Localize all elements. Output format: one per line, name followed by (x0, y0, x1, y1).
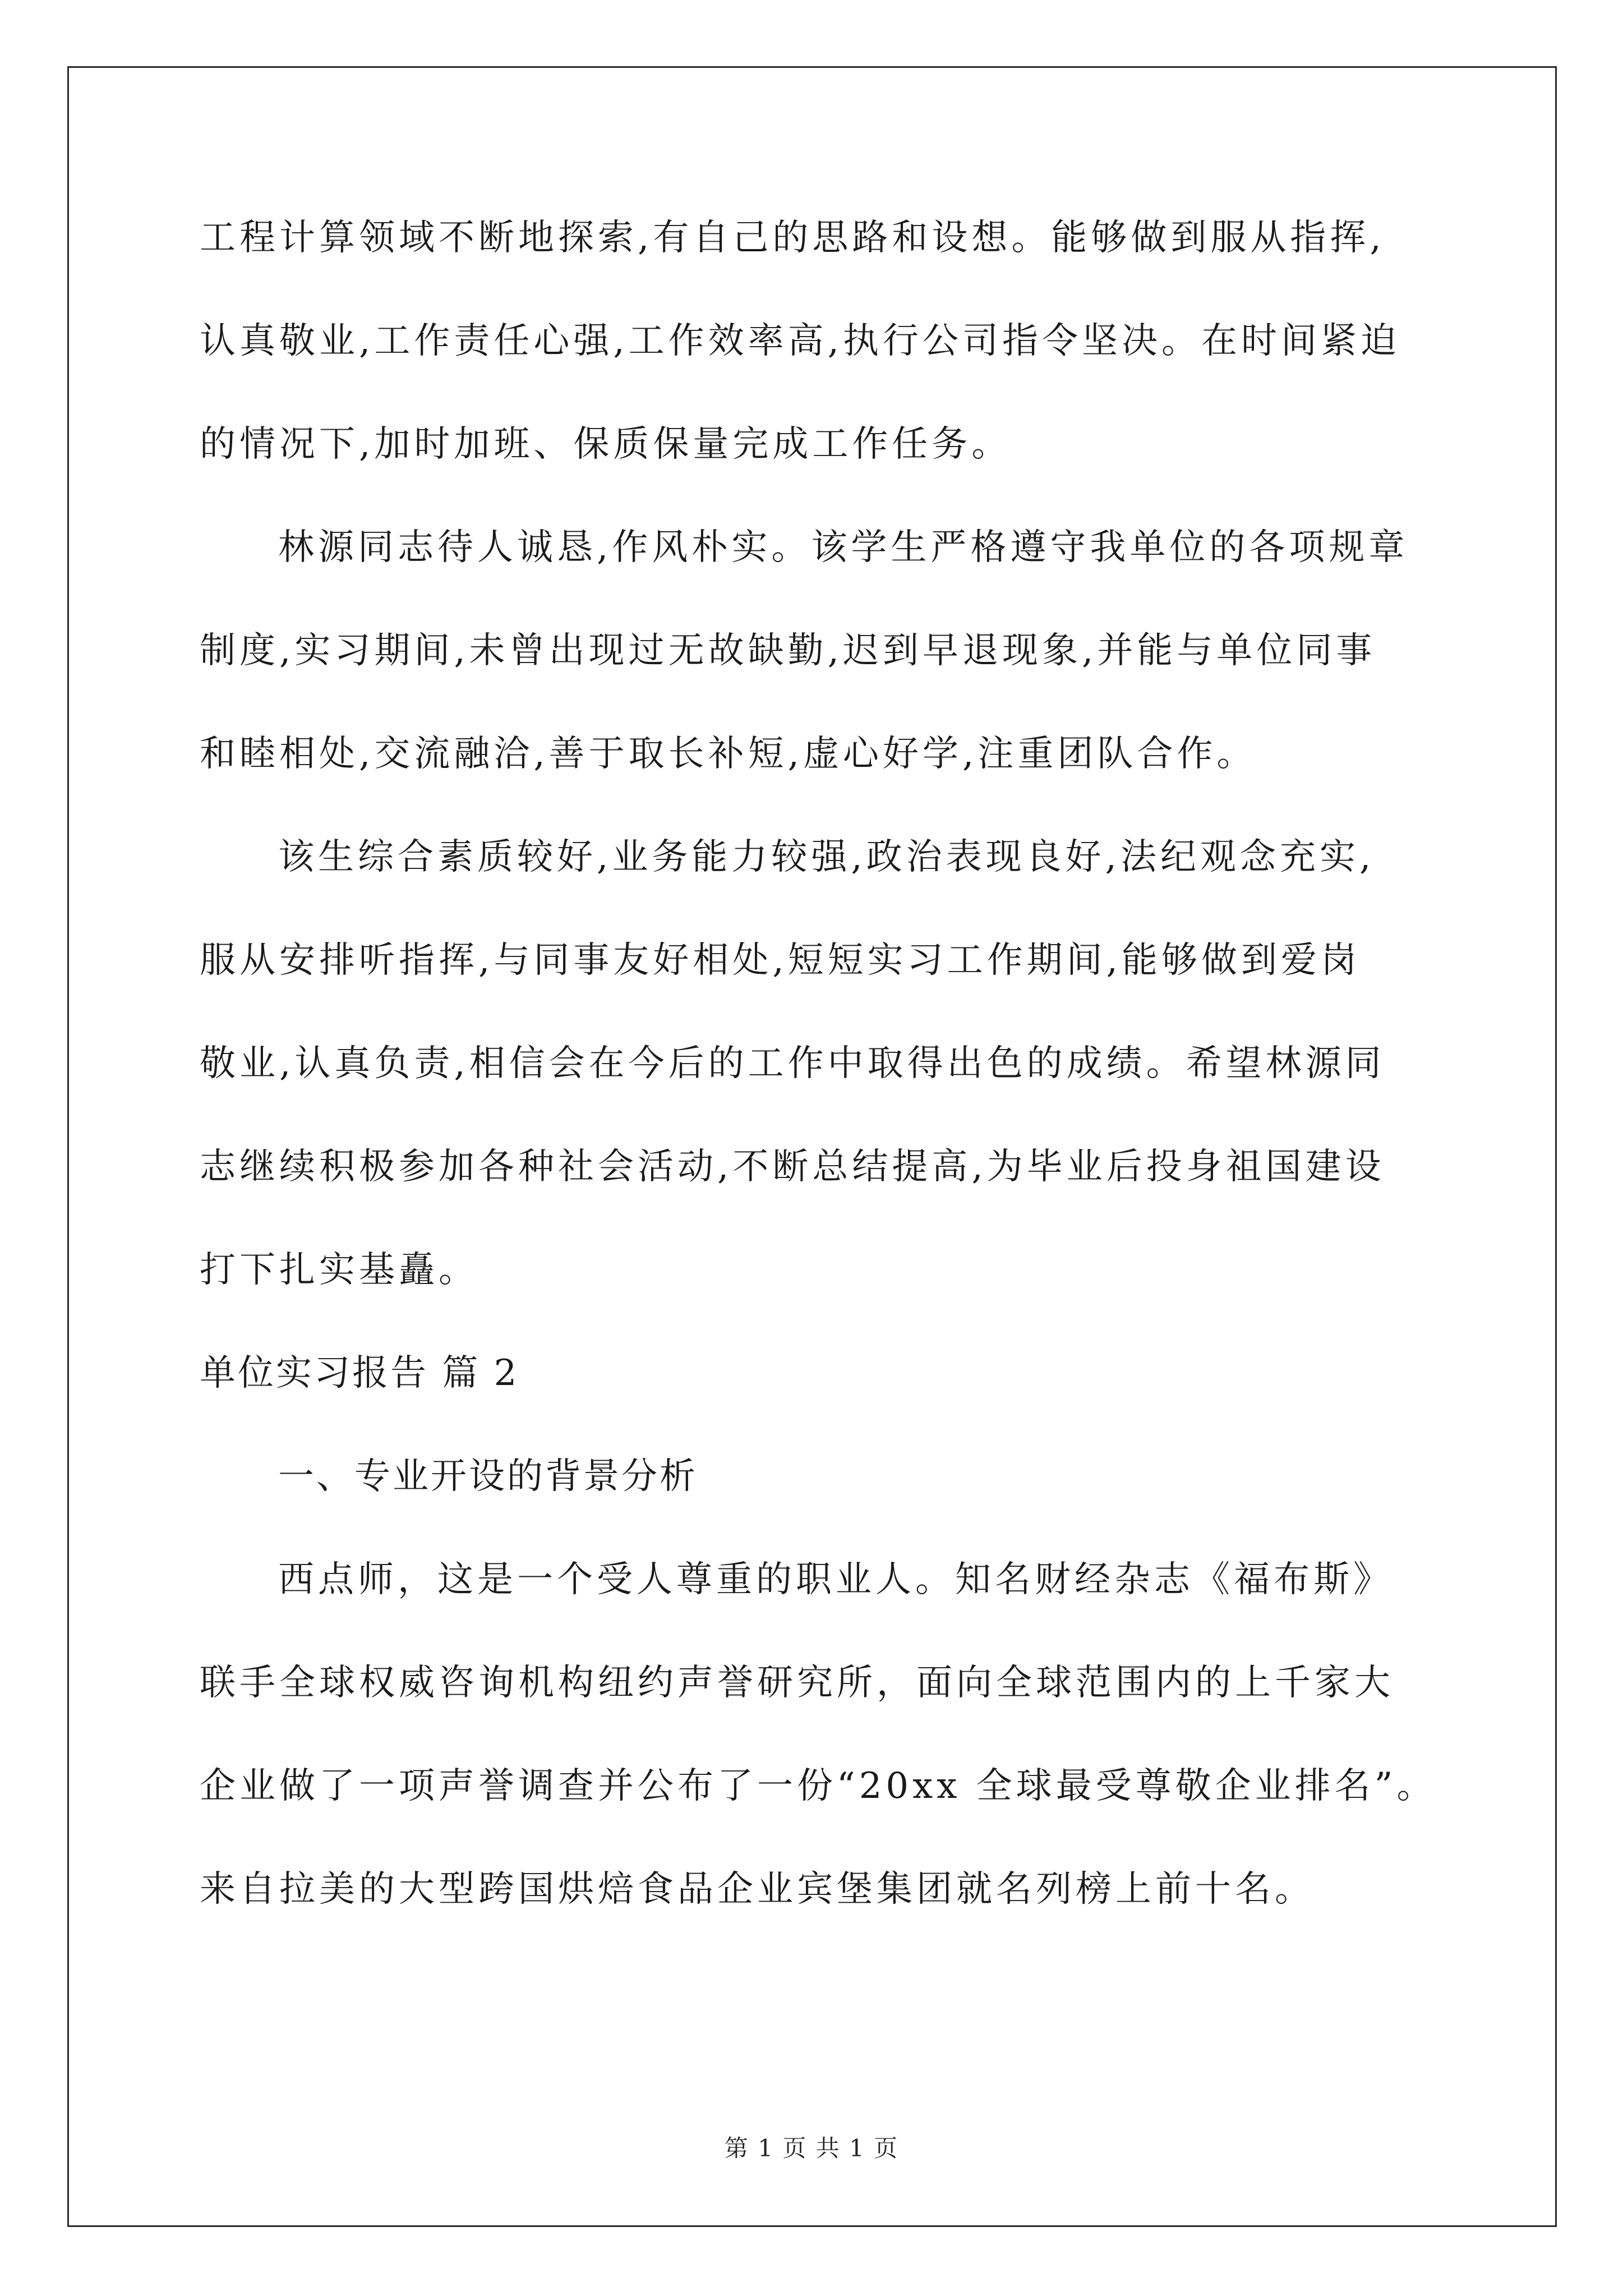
paragraph-line: 联手全球权威咨询机构纽约声誉研究所，面向全球范围内的上千家大 (200, 1662, 1394, 1704)
paragraph-line: 来自拉美的大型跨国烘焙食品企业宾堡集团就名列榜上前十名。 (200, 1869, 1315, 1910)
paragraph-line: 和睦相处,交流融洽,善于取长补短,虚心好学,注重团队合作。 (200, 733, 1257, 775)
paragraph-line: 的情况下,加时加班、保质保量完成工作任务。 (200, 424, 1012, 465)
page-footer: 第 1 页 共 1 页 (724, 2134, 899, 2162)
paragraph-line: 工程计算领域不断地探索,有自己的思路和设想。能够做到服从指挥, (200, 217, 1385, 259)
paragraph-line: 企业做了一项声誉调查并公布了一份“20xx 全球最受尊敬企业排名”。 (200, 1765, 1437, 1807)
section-title: 单位实习报告 篇 2 (200, 1352, 519, 1394)
paragraph-line: 西点师，这是一个受人尊重的职业人。知名财经杂志《福布斯》 (278, 1559, 1393, 1600)
paragraph-line: 林源同志待人诚恳,作风朴实。该学生严格遵守我单位的各项规章 (278, 527, 1409, 568)
paragraph-line: 该生综合素质较好,业务能力较强,政治表现良好,法纪观念充实, (278, 836, 1375, 878)
paragraph-line: 认真敬业,工作责任心强,工作效率高,执行公司指令坚决。在时间紧迫 (200, 320, 1401, 362)
paragraph-line: 打下扎实基矗。 (200, 1249, 478, 1291)
section-subheading: 一、专业开设的背景分析 (278, 1456, 698, 1497)
paragraph-line: 敬业,认真负责,相信会在今后的工作中取得出色的成绩。希望林源同 (200, 1043, 1385, 1084)
paragraph-line: 服从安排听指挥,与同事友好相处,短短实习工作期间,能够做到爱岗 (200, 940, 1361, 981)
paragraph-line: 制度,实习期间,未曾出现过无故缺勤,迟到早退现象,并能与单位同事 (200, 630, 1376, 671)
paragraph-line: 志继续积极参加各种社会活动,不断总结提高,为毕业后投身祖国建设 (200, 1146, 1385, 1188)
